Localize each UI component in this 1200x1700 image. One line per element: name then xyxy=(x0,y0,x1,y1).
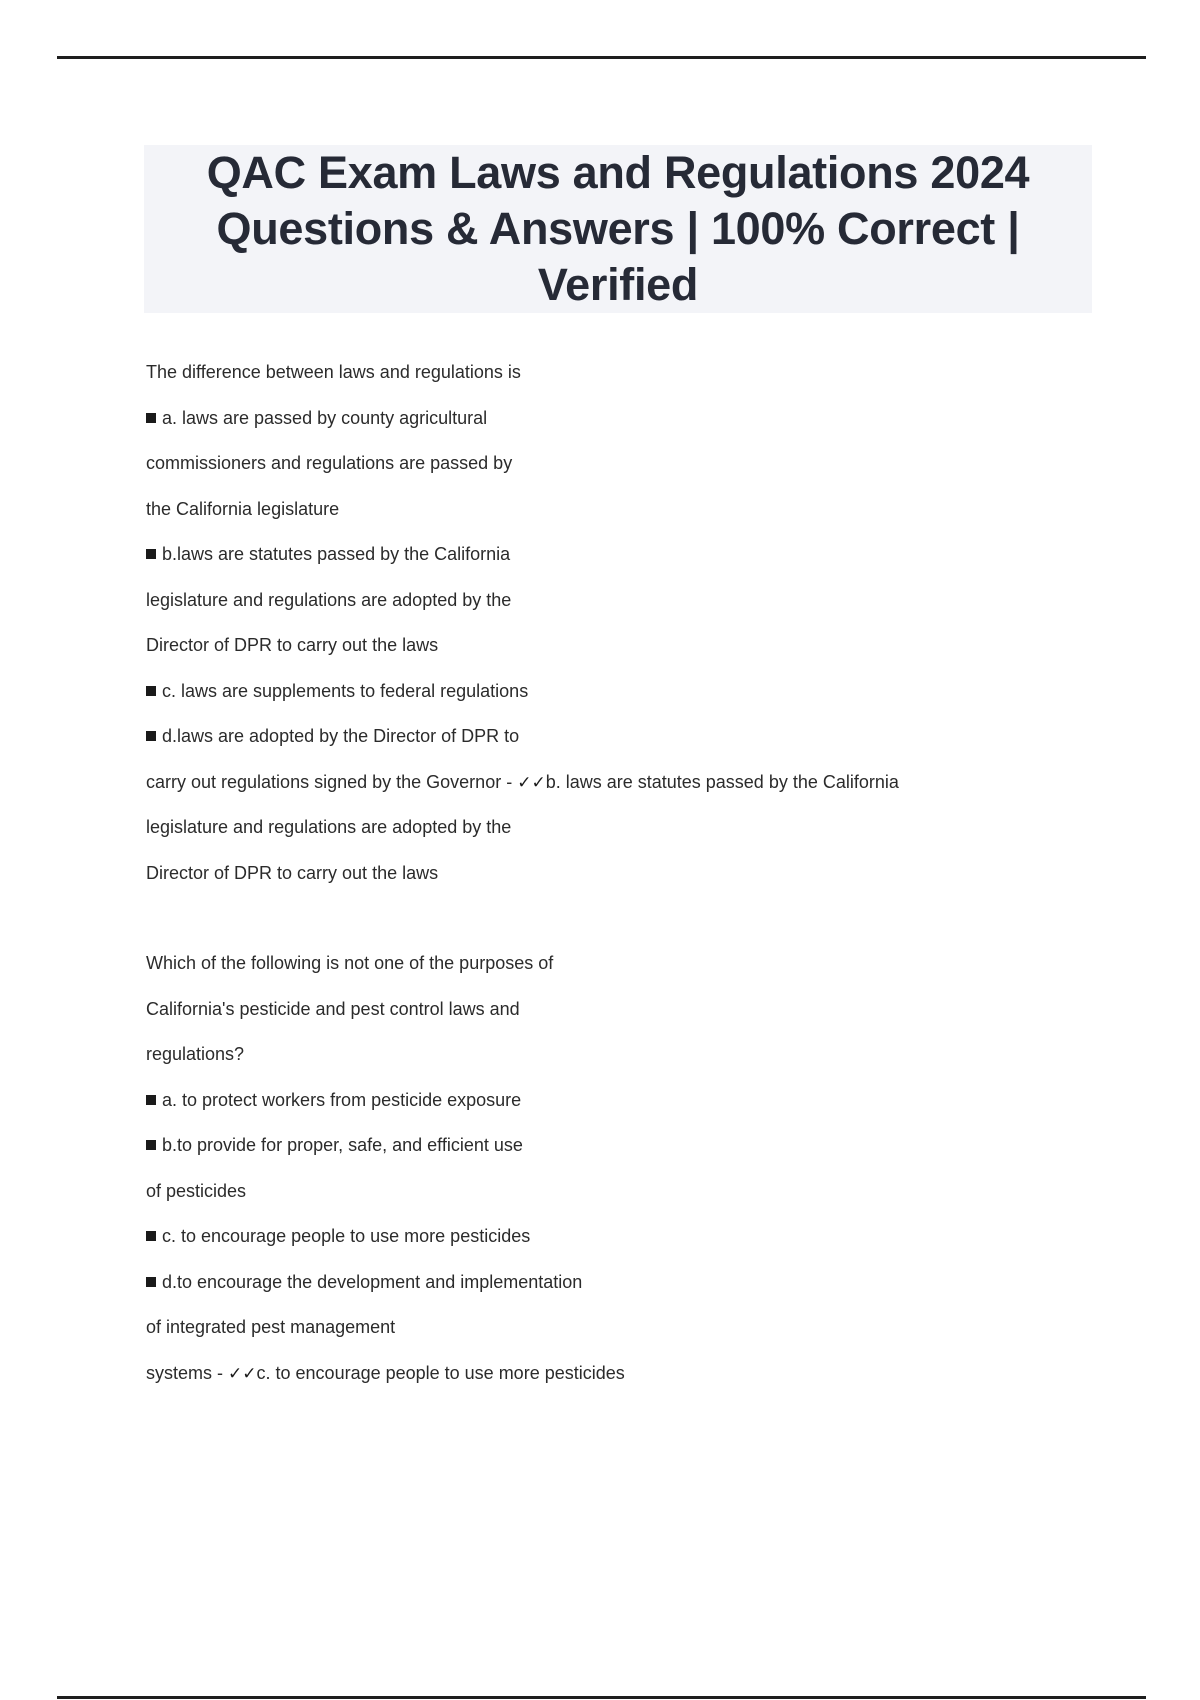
square-bullet-icon xyxy=(146,1095,156,1105)
option-d-continuation: of integrated pest management xyxy=(146,1317,396,1337)
square-bullet-icon xyxy=(146,1140,156,1150)
question-block-2 xyxy=(146,944,1106,1399)
option-d: d.laws are adopted by the Director of DPR to xyxy=(146,717,1106,763)
correct-answer: c. to encourage people to use more pesticides xyxy=(256,1362,625,1383)
answer-line: systems - ✓✓c. to encourage people to use more pesticides xyxy=(146,1362,625,1384)
title-banner xyxy=(144,145,1092,313)
answer-line: carry out regulations signed by the Governor - ✓✓b. laws are statutes passed by the California xyxy=(146,771,899,793)
question-block-1 xyxy=(146,353,1106,899)
square-bullet-icon xyxy=(146,1277,156,1287)
double-check-icon: ✓✓ xyxy=(517,772,546,793)
top-rule xyxy=(57,56,1146,59)
double-check-icon: ✓✓ xyxy=(228,1363,257,1384)
option-a: a. laws are passed by county agricultural xyxy=(146,399,1106,445)
option-a-continuation: the California legislature xyxy=(146,498,340,519)
option-b-continuation: Director of DPR to carry out the laws xyxy=(146,635,439,655)
option-b: b.to provide for proper, safe, and efficient use xyxy=(146,1126,1106,1172)
question-text: The difference between laws and regulations is xyxy=(146,362,521,382)
question-text: regulations? xyxy=(146,1044,245,1064)
option-c: c. to encourage people to use more pesticides xyxy=(146,1217,1106,1263)
option-b: b.laws are statutes passed by the California xyxy=(146,535,1106,581)
title-line: Questions & Answers | 100% Correct | xyxy=(216,203,1020,254)
option-d: d.to encourage the development and implementation xyxy=(146,1263,1106,1309)
answer-continuation: legislature and regulations are adopted by the xyxy=(146,817,512,837)
title-line: Verified xyxy=(537,259,699,310)
question-text: Which of the following is not one of the purposes of xyxy=(146,953,554,973)
bottom-rule xyxy=(57,1696,1146,1699)
square-bullet-icon xyxy=(146,549,156,559)
document-title xyxy=(168,145,1068,313)
question-text: California's pesticide and pest control laws and xyxy=(146,998,520,1019)
square-bullet-icon xyxy=(146,686,156,696)
option-b-continuation: of pesticides xyxy=(146,1180,247,1201)
answer-continuation: Director of DPR to carry out the laws xyxy=(146,862,439,883)
option-a: a. to protect workers from pesticide exposure xyxy=(146,1081,1106,1127)
square-bullet-icon xyxy=(146,413,156,423)
title-line: QAC Exam Laws and Regulations 2024 xyxy=(206,147,1030,198)
correct-answer: b. laws are statutes passed by the California xyxy=(545,771,899,792)
qa-content xyxy=(146,353,1106,1399)
option-a-continuation: commissioners and regulations are passed by xyxy=(146,453,513,473)
square-bullet-icon xyxy=(146,731,156,741)
square-bullet-icon xyxy=(146,1231,156,1241)
option-c: c. laws are supplements to federal regulations xyxy=(146,672,1106,718)
option-b-continuation: legislature and regulations are adopted by the xyxy=(146,589,512,610)
